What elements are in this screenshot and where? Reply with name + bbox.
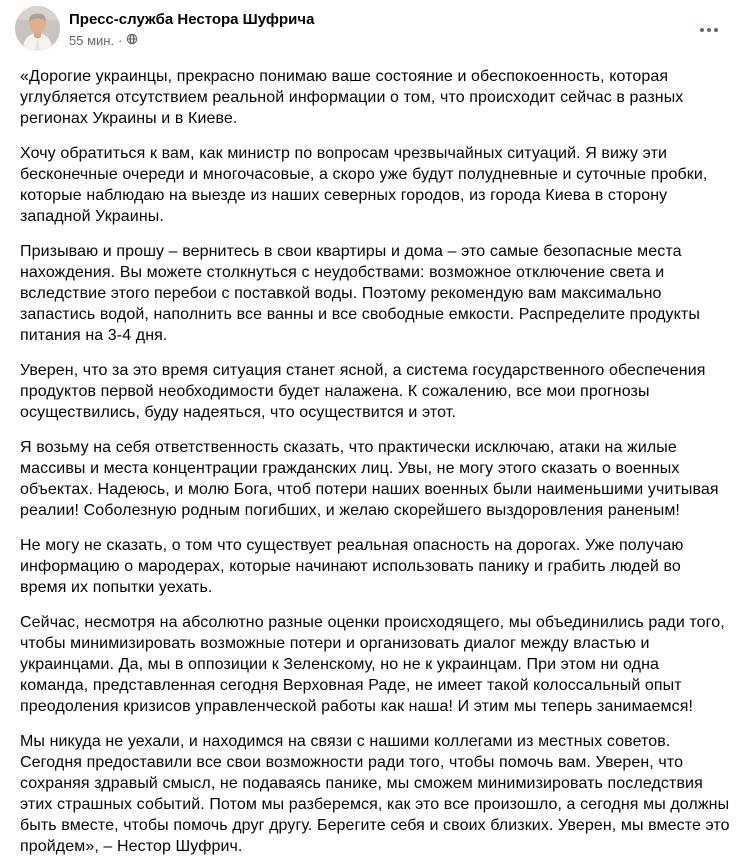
globe-icon [126, 32, 138, 49]
post-header-text [69, 6, 314, 49]
avatar-image [15, 6, 60, 51]
more-options-button[interactable] [691, 16, 727, 44]
more-options-icon [714, 28, 718, 32]
author-name[interactable]: Пресс-служба Нестора Шуфрича [69, 11, 315, 28]
post-paragraph: «Дорогие украинцы, прекрасно понимаю ваше состояние и обеспокоенность, которая углубляется отсутствием реальной информации о том, что происходит сейчас в разных регионах Украины и в Киеве. [20, 68, 684, 127]
post-text [0, 56, 749, 857]
post-paragraph: Сейчас, несмотря на абсолютно разные оценки происходящего, мы объединились ради того, чтобы минимизировать возможные потери и организовать диалог между властью и украинцами. Да, мы в оппозиции к Зеленскому, но не к украинцам. При этом ни одна команда, представленная сегодня Верховная Раде, не имеет такой колоссальный опыт преодоления кризисов управленческой работы как наша! И этим мы теперь занимаемся! [20, 614, 725, 715]
post-timestamp[interactable]: 55 мин. [69, 32, 115, 48]
post-meta [69, 31, 314, 49]
avatar[interactable] [15, 6, 60, 51]
post-paragraph: Уверен, что за это время ситуация станет ясной, а система государственного обеспечения продуктов первой необходимости будет налажена. К сожалению, все мои прогнозы осуществились, буду надеяться, что осуществится и этот. [20, 362, 706, 421]
post-header [0, 0, 749, 56]
post-paragraph: Я возьму на себя ответственность сказать, что практически исключаю, атаки на жилые массивы и места концентрации гражданских лиц. Увы, не могу этого сказать о военных объектах. Надеюсь, и молю Бога, чтоб потери наших военных были наименьшими учитывая реалии! Соболезную родным погибших, и желаю скорейшего выздоровления раненым! [20, 439, 719, 519]
post-paragraph: Не могу не сказать, о том что существует реальная опасность на дорогах. Уже получаю информацию о мародерах, которые начинают использовать панику и грабить людей во время их попытки уехать. [20, 537, 684, 596]
more-options-icon [707, 28, 711, 32]
post-paragraph: Хочу обратиться к вам, как министр по вопросам чрезвычайных ситуаций. Я вижу эти бесконечные очереди и многочасовые, а скоро уже будут полудневные и суточные пробки, которые наблюдаю на выезде из наших северных городов, из города Киева в сторону западной Украины. [20, 145, 708, 225]
post-paragraph: Мы никуда не уехали, и находимся на связи с нашими коллегами из местных советов. Сегодня предоставили все свои возможности ради того, чтобы помочь вам. Уверен, что сохраняя здравый смысл, не подаваясь панике, мы сможем минимизировать последствия этих страшных событий. Потом мы разберемся, как это все произошло, а сегодня мы должны быть вместе, чтобы помочь друг другу. Берегите себя и своих близких. Уверен, мы вместе это пройдем», – Нестор Шуфрич. [20, 733, 730, 855]
more-options-icon [700, 28, 704, 32]
post-paragraph: Призываю и прошу – вернитесь в свои квартиры и дома – это самые безопасные места нахождения. Вы можете столкнуться с неудобствами: возможное отключение света и вследствие этого перебои с поставкой воды. Поэтому рекомендую вам максимально запастись водой, наполнить все ванны и все свободные емкости. Распределите продукты питания на 3-4 дня. [20, 243, 700, 344]
meta-separator: · [118, 32, 123, 48]
